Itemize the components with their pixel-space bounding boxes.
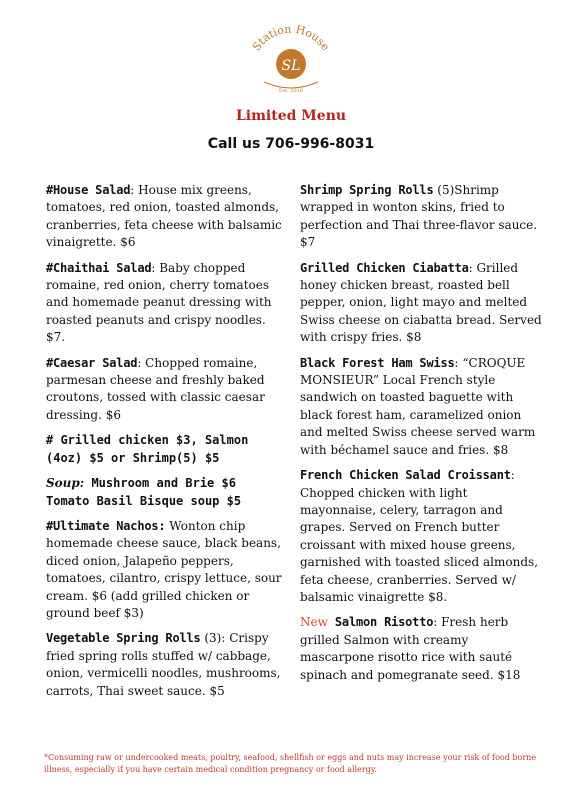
item-name: #Chaithai Salad [46,260,152,275]
item-name: #Ultimate Nachos: [46,518,166,533]
item-desc: : Chopped chicken with light mayonnaise, celery, tarragon and grapes. Served on French butter croissant with mixed house greens, garnished with toasted sliced almonds, feta cheese, cranberries. Served w/ balsamic vinaigrette $8. [300,468,539,604]
new-badge: New [300,615,328,630]
item-desc: : House mix greens, tomatoes, red onion, toasted almonds, cranberries, feta cheese with balsamic vinaigrette. $6 [46,183,282,250]
protein-addons: # Grilled chicken $3, Salmon (4oz) $5 or Shrimp(5) $5 [46,433,249,465]
menu-item [46,518,286,622]
item-desc: : Grilled honey chicken breast, roasted bell pepper, onion, light mayo and melted Swiss cheese on ciabatta bread. Served with crispy fries. $8 [300,260,542,345]
soup-line-2: Tomato Basil Bisque soup $5 [46,493,242,508]
item-desc: : “CROQUE MONSIEUR” Local French style sandwich on toasted baguette with black forest ham, caramelized onion and melted Swiss cheese served warm with béchamel sauce and fries. $8 [300,355,536,457]
logo-emblem-icon [236,6,346,102]
item-desc: : Chopped romaine, parmesan cheese and freshly baked croutons, tossed with classic caesar dressing. $6 [46,355,265,422]
menu-item [300,260,544,347]
menu-item [46,182,286,252]
item-desc: Wonton chip homemade cheese sauce, black beans, diced onion, Jalapeño peppers, tomatoes, cilantro, crispy lettuce, sour cream. $6 (add grilled chicken or ground beef $3) [46,518,282,620]
soup-line-1: Mushroom and Brie $6 [84,476,236,491]
special-item [300,614,544,684]
item-name: Black Forest Ham Swiss [300,355,455,370]
item-name: #Caesar Salad [46,355,138,370]
item-name: Salmon Risotto [327,615,434,630]
item-name: #House Salad [46,183,131,197]
item-desc: : Baby chopped romaine, red onion, cherry tomatoes and homemade peanut dressing with roasted peanuts and crispy noodles. $7. [46,260,272,345]
menu-item [300,355,544,459]
right-column [300,182,544,692]
menu-item [46,355,286,425]
soup-section [46,475,286,510]
menu-title: Limited Menu [235,108,347,124]
item-desc: : Fresh herb grilled Salmon with creamy mascarpone risotto rice with sauté spinach and pomegranate seed. $18 [300,615,521,682]
item-name: Vegetable Spring Rolls [46,631,201,646]
item-name: French Chicken Salad Croissant [300,468,511,483]
svg-text:Station House: Station House [249,22,333,54]
menu-item [300,182,544,252]
menu-item [46,260,286,347]
allergy-disclaimer: *Consuming raw or undercooked meats, poultry, seafood, shellfish or eggs and nuts may increase your risk of food borne illness, especially if you have certain medical condition pregnancy or food allergy. [44,753,537,774]
item-name: Shrimp Spring Rolls [300,183,434,197]
item-desc: (5)Shrimp wrapped in wonton skins, fried to perfection and Thai three-flavor sauce. $7 [300,183,538,250]
left-column [46,182,286,708]
menu-item [46,630,286,700]
phone-number[interactable]: Call us 706-996-8031 [207,136,375,152]
item-name: Grilled Chicken Ciabatta [300,260,469,275]
soup-label: Soup: [46,476,85,491]
svg-text:SL: SL [281,58,301,74]
item-desc: (3): Crispy fried spring rolls stuffed w/ cabbage, onion, vermicelli noodles, mushrooms, carrots, Thai sweet sauce. $5 [46,631,281,698]
svg-text:Est. 2016: Est. 2016 [278,88,304,94]
station-house-logo [236,6,346,102]
menu-item [300,467,544,606]
